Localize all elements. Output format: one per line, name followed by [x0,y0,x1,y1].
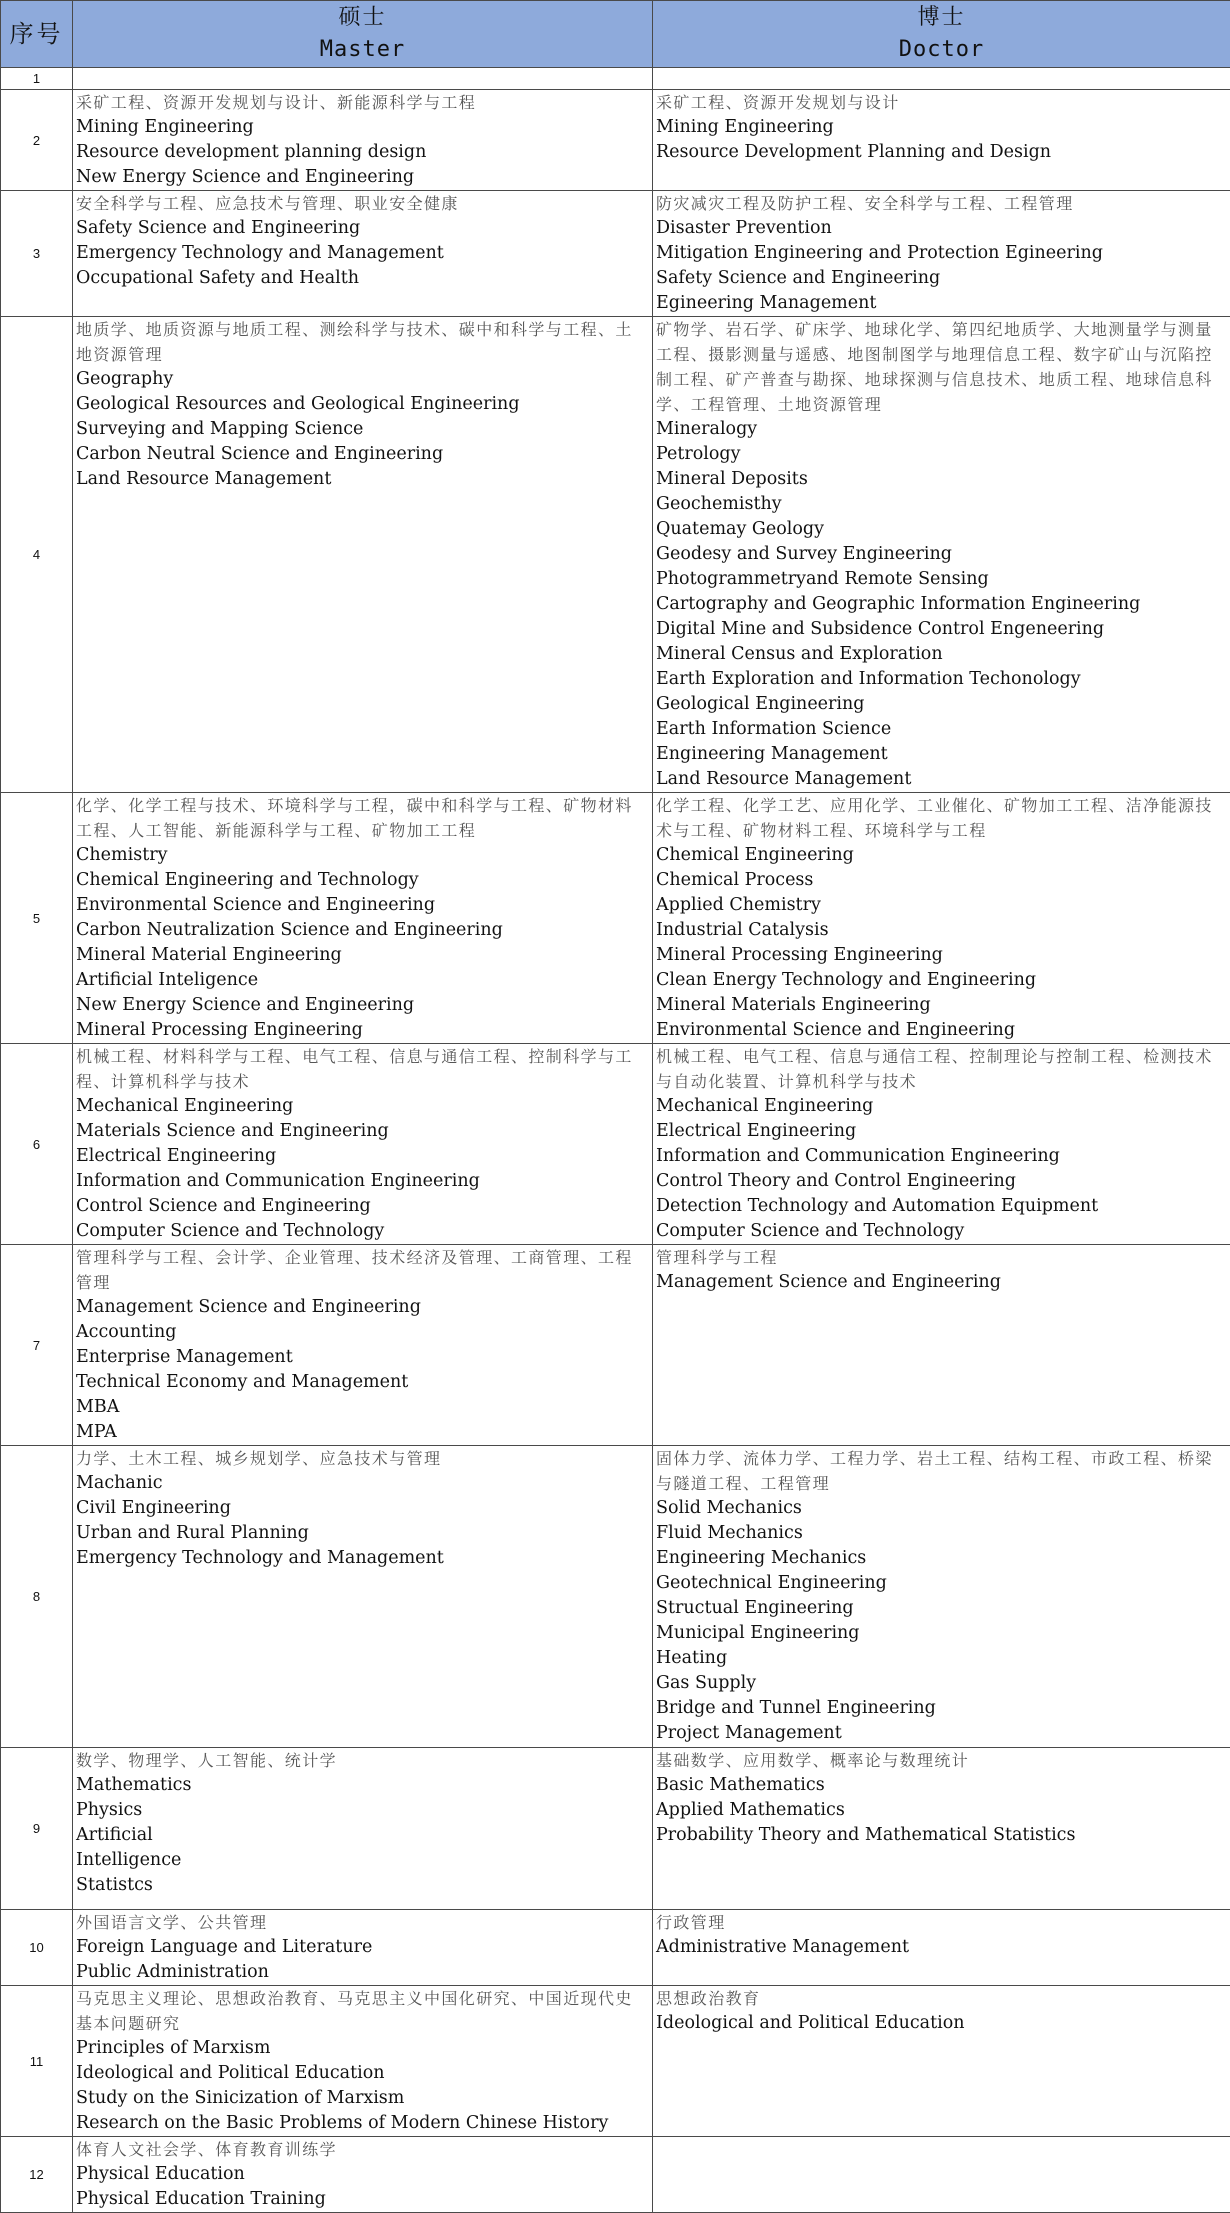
doctor-cell [653,1446,1230,1748]
master-major-en: Physical Education Training [76,2187,650,2212]
doctor-major-en: Project Management [656,1721,1228,1746]
master-major-en: Surveying and Mapping Science [76,417,650,442]
doctor-majors-zh: 管理科学与工程 [656,1245,1228,1270]
master-major-en: Physics [76,1798,650,1823]
doctor-majors-zh: 行政管理 [656,1910,1228,1935]
doctor-major-en: Fluid Mechanics [656,1521,1228,1546]
doctor-major-en: Land Resource Management [656,767,1228,792]
master-majors-zh: 化学、化学工程与技术、环境科学与工程，碳中和科学与工程、矿物材料工程、人工智能、新能源科学与工程、矿物加工工程 [76,793,650,843]
doctor-major-en: Chemical Engineering [656,843,1228,868]
master-cell [73,68,653,90]
master-cell [73,1748,653,1910]
master-major-en: Control Science and Engineering [76,1194,650,1219]
doctor-major-en: Engineering Mechanics [656,1546,1228,1571]
master-major-en: Machanic [76,1471,650,1496]
doctor-cell [653,191,1230,317]
doctor-major-en: Mining Engineering [656,115,1228,140]
table-row [1,90,1230,191]
doctor-cell [653,2137,1230,2213]
doctor-major-en: Solid Mechanics [656,1496,1228,1521]
master-header-en: Master [73,34,652,66]
master-major-en: New Energy Science and Engineering [76,993,650,1018]
master-major-en: Study on the Sinicization of Marxism [76,2086,650,2111]
doctor-cell [653,1245,1230,1446]
master-major-en: Mathematics [76,1773,650,1798]
row-number: 3 [1,191,73,317]
table-row [1,793,1230,1044]
master-cell [73,1986,653,2137]
master-major-en: Research on the Basic Problems of Modern Chinese History [76,2111,650,2136]
doctor-major-en: Mitigation Engineering and Protection Egineering [656,241,1228,266]
master-major-en: Mineral Material Engineering [76,943,650,968]
master-major-en: Technical Economy and Management [76,1370,650,1395]
doctor-major-en: Electrical Engineering [656,1119,1228,1144]
doctor-cell [653,793,1230,1044]
master-majors-zh: 数学、物理学、人工智能、统计学 [76,1748,650,1773]
doctor-major-en: Mineral Processing Engineering [656,943,1228,968]
master-major-en: Management Science and Engineering [76,1295,650,1320]
master-major-en: Civil Engineering [76,1496,650,1521]
doctor-major-en: Earth Exploration and Information Techonology [656,667,1228,692]
master-majors-zh: 马克思主义理论、思想政治教育、马克思主义中国化研究、中国近现代史基本问题研究 [76,1986,650,2036]
doctor-major-en: Structual Engineering [656,1596,1228,1621]
doctor-major-en: Resource Development Planning and Design [656,140,1228,165]
master-major-en: Intelligence [76,1848,650,1873]
master-major-en: MPA [76,1420,650,1445]
row-number: 8 [1,1446,73,1748]
table-row [1,1986,1230,2137]
master-major-en: Computer Science and Technology [76,1219,650,1244]
doctor-majors-zh: 防灾减灾工程及防护工程、安全科学与工程、工程管理 [656,191,1228,216]
row-number: 6 [1,1044,73,1245]
row-number: 7 [1,1245,73,1446]
master-majors-zh: 地质学、地质资源与地质工程、测绘科学与技术、碳中和科学与工程、土地资源管理 [76,317,650,367]
master-major-en: Public Administration [76,1960,650,1985]
row-number: 5 [1,793,73,1044]
doctor-cell [653,68,1230,90]
doctor-major-en: Mechanical Engineering [656,1094,1228,1119]
doctor-major-en: Petrology [656,442,1228,467]
doctor-majors-zh: 基础数学、应用数学、概率论与数理统计 [656,1748,1228,1773]
master-major-en: Land Resource Management [76,467,650,492]
doctor-major-en: Quatemay Geology [656,517,1228,542]
master-major-en: MBA [76,1395,650,1420]
doctor-major-en: Bridge and Tunnel Engineering [656,1696,1228,1721]
master-major-en: Accounting [76,1320,650,1345]
doctor-major-en: Mineral Deposits [656,467,1228,492]
master-major-en: Carbon Neutral Science and Engineering [76,442,650,467]
table-body [1,68,1230,2213]
doctor-major-en: Municipal Engineering [656,1621,1228,1646]
master-major-en: Information and Communication Engineering [76,1169,650,1194]
doctor-major-en: Gas Supply [656,1671,1228,1696]
doctor-major-en: Disaster Prevention [656,216,1228,241]
table-row [1,2137,1230,2213]
row-number: 11 [1,1986,73,2137]
doctor-major-en: Environmental Science and Engineering [656,1018,1228,1043]
master-cell [73,793,653,1044]
table-header-row [1,1,1230,68]
doctor-major-en: Safety Science and Engineering [656,266,1228,291]
doctor-major-en: Detection Technology and Automation Equipment [656,1194,1228,1219]
master-cell [73,1910,653,1986]
doctor-column-header [653,1,1230,68]
doctor-majors-zh: 机械工程、电气工程、信息与通信工程、控制理论与控制工程、检测技术与自动化装置、计算机科学与技术 [656,1044,1228,1094]
doctor-major-en: Control Theory and Control Engineering [656,1169,1228,1194]
doctor-cell [653,1986,1230,2137]
master-major-en: Electrical Engineering [76,1144,650,1169]
master-column-header [73,1,653,68]
master-header-zh: 硕士 [73,2,652,34]
doctor-major-en: Geodesy and Survey Engineering [656,542,1228,567]
master-major-en: Resource development planning design [76,140,650,165]
doctor-header-zh: 博士 [653,2,1230,34]
row-number: 10 [1,1910,73,1986]
doctor-major-en: Management Science and Engineering [656,1270,1228,1295]
master-majors-zh: 安全科学与工程、应急技术与管理、职业安全健康 [76,191,650,216]
index-column-header: 序号 [1,1,73,68]
master-majors-zh: 体育人文社会学、体育教育训练学 [76,2137,650,2162]
master-major-en: Artificial [76,1823,650,1848]
master-cell [73,317,653,793]
master-major-en: Emergency Technology and Management [76,241,650,266]
master-major-en: Enterprise Management [76,1345,650,1370]
master-major-en: Emergency Technology and Management [76,1546,650,1571]
doctor-major-en: Photogrammetryand Remote Sensing [656,567,1228,592]
doctor-major-en: Heating [656,1646,1228,1671]
master-major-en: Mining Engineering [76,115,650,140]
doctor-major-en: Digital Mine and Subsidence Control Engeneering [656,617,1228,642]
doctor-header-en: Doctor [653,34,1230,66]
master-cell [73,191,653,317]
master-majors-zh: 外国语言文学、公共管理 [76,1910,650,1935]
doctor-major-en: Geochemisthy [656,492,1228,517]
doctor-cell [653,1044,1230,1245]
table-row [1,1245,1230,1446]
master-major-en: Chemistry [76,843,650,868]
doctor-major-en: Mineral Materials Engineering [656,993,1228,1018]
master-cell [73,1245,653,1446]
doctor-major-en: Engineering Management [656,742,1228,767]
master-major-en: Mechanical Engineering [76,1094,650,1119]
doctor-major-en: Probability Theory and Mathematical Statistics [656,1823,1228,1848]
doctor-major-en: Administrative Management [656,1935,1228,1960]
table-row [1,1044,1230,1245]
doctor-major-en: Egineering Management [656,291,1228,316]
doctor-majors-zh: 矿物学、岩石学、矿床学、地球化学、第四纪地质学、大地测量学与测量工程、摄影测量与遥感、地图制图学与地理信息工程、数字矿山与沉陷控制工程、矿产普查与勘探、地球探测与信息技术、地质工程、地球信息科学、工程管理、土地资源管理 [656,317,1228,417]
master-majors-zh: 采矿工程、资源开发规划与设计、新能源科学与工程 [76,90,650,115]
master-major-en: Carbon Neutralization Science and Engineering [76,918,650,943]
doctor-major-en: Information and Communication Engineering [656,1144,1228,1169]
master-major-en: Geological Resources and Geological Engineering [76,392,650,417]
doctor-major-en: Computer Science and Technology [656,1219,1228,1244]
doctor-majors-zh: 采矿工程、资源开发规划与设计 [656,90,1228,115]
master-major-en: Urban and Rural Planning [76,1521,650,1546]
doctor-cell [653,1748,1230,1910]
master-major-en: Principles of Marxism [76,2036,650,2061]
doctor-major-en: Clean Energy Technology and Engineering [656,968,1228,993]
doctor-major-en: Earth Information Science [656,717,1228,742]
row-number: 9 [1,1748,73,1910]
doctor-major-en: Industrial Catalysis [656,918,1228,943]
table-row [1,1748,1230,1910]
row-number: 4 [1,317,73,793]
master-major-en: Ideological and Political Education [76,2061,650,2086]
doctor-major-en: Mineral Census and Exploration [656,642,1228,667]
doctor-cell [653,317,1230,793]
doctor-majors-zh: 思想政治教育 [656,1986,1228,2011]
row-number: 1 [1,68,73,90]
doctor-major-en: Geotechnical Engineering [656,1571,1228,1596]
table-row [1,317,1230,793]
table-row [1,1446,1230,1748]
master-majors-zh: 力学、土木工程、城乡规划学、应急技术与管理 [76,1446,650,1471]
table-row [1,191,1230,317]
master-major-en: Foreign Language and Literature [76,1935,650,1960]
master-major-en: Materials Science and Engineering [76,1119,650,1144]
doctor-major-en: Mineralogy [656,417,1228,442]
master-major-en: Geography [76,367,650,392]
doctor-major-en: Chemical Process [656,868,1228,893]
master-majors-zh: 机械工程、材料科学与工程、电气工程、信息与通信工程、控制科学与工程、计算机科学与技术 [76,1044,650,1094]
doctor-cell [653,90,1230,191]
doctor-cell [653,1910,1230,1986]
master-major-en: New Energy Science and Engineering [76,165,650,190]
doctor-major-en: Cartography and Geographic Information Engineering [656,592,1228,617]
doctor-major-en: Basic Mathematics [656,1773,1228,1798]
master-major-en: Physical Education [76,2162,650,2187]
master-major-en: Chemical Engineering and Technology [76,868,650,893]
master-major-en: Environmental Science and Engineering [76,893,650,918]
master-cell [73,90,653,191]
row-number: 12 [1,2137,73,2213]
doctor-majors-zh: 固体力学、流体力学、工程力学、岩土工程、结构工程、市政工程、桥梁与隧道工程、工程管理 [656,1446,1228,1496]
master-majors-zh: 管理科学与工程、会计学、企业管理、技术经济及管理、工商管理、工程管理 [76,1245,650,1295]
master-major-en: Mineral Processing Engineering [76,1018,650,1043]
doctor-major-en: Ideological and Political Education [656,2011,1228,2036]
table-row [1,1910,1230,1986]
master-major-en: Statistcs [76,1873,650,1898]
master-major-en: Safety Science and Engineering [76,216,650,241]
row-number: 2 [1,90,73,191]
master-cell [73,2137,653,2213]
master-cell [73,1446,653,1748]
master-cell [73,1044,653,1245]
doctor-major-en: Applied Mathematics [656,1798,1228,1823]
table-row [1,68,1230,90]
doctor-major-en: Geological Engineering [656,692,1228,717]
doctor-major-en: Applied Chemistry [656,893,1228,918]
master-major-en: Artificial Inteligence [76,968,650,993]
doctor-majors-zh: 化学工程、化学工艺、应用化学、工业催化、矿物加工工程、洁净能源技术与工程、矿物材料工程、环境科学与工程 [656,793,1228,843]
master-major-en: Occupational Safety and Health [76,266,650,291]
